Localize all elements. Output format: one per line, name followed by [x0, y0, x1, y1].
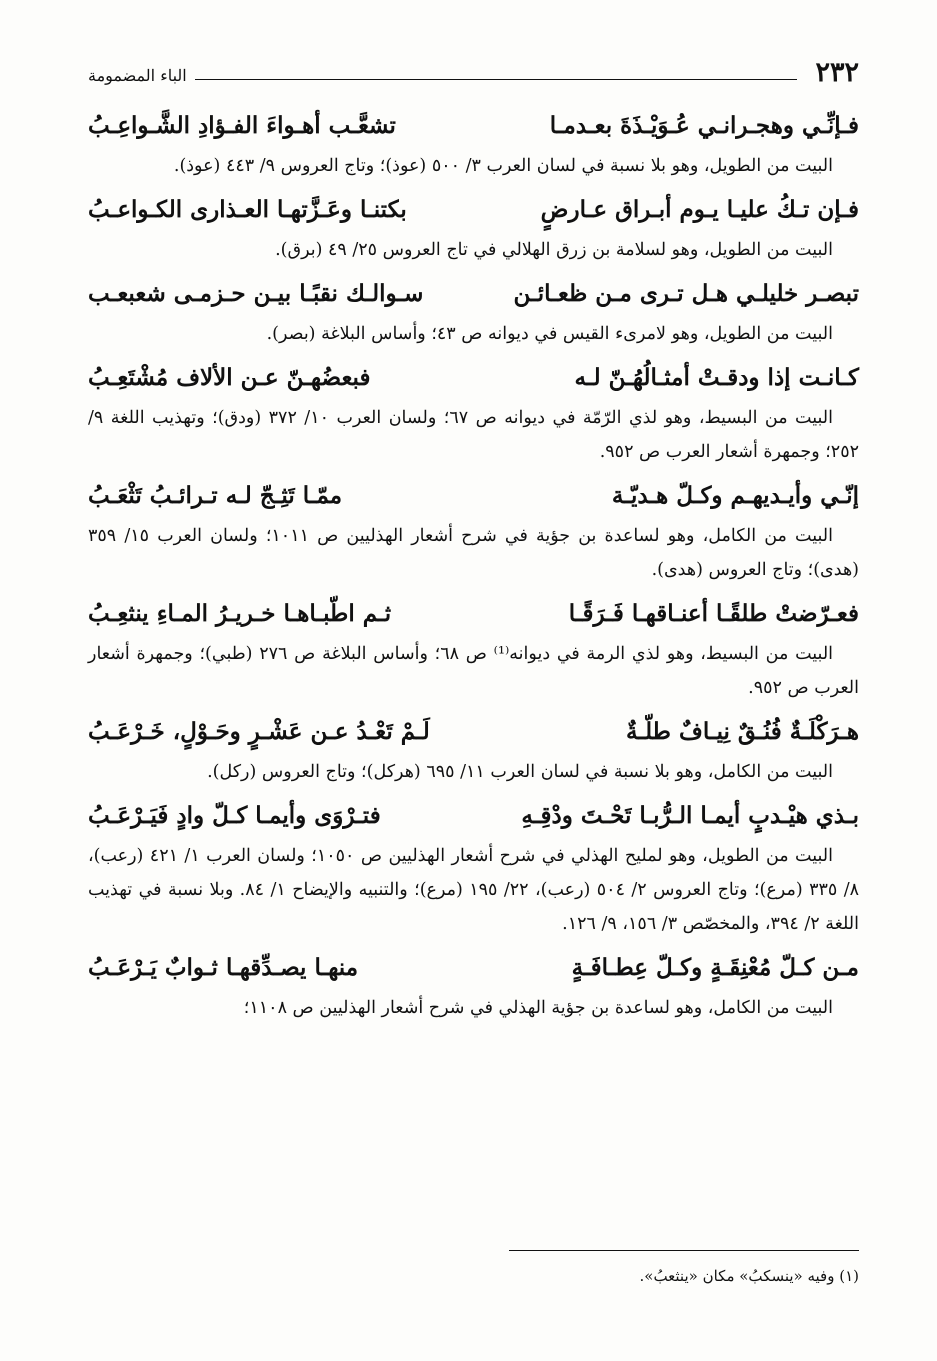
hemistich-left: فتـرْوَى وأيمـا كـلّ وادٍ فَيَـرْعَـبُ [88, 802, 381, 829]
verse-entry [88, 355, 859, 469]
hemistich-right: تبصـر خليلـي هـل تـرى مـن ظعـائـن [513, 280, 859, 307]
verse-entry [88, 709, 859, 789]
verse-entry [88, 945, 859, 1025]
hemistich-left: منهـا يصـدِّقهـا ثـوابٌ يَـرْعَـبُ [88, 954, 359, 981]
verse-line [88, 187, 859, 233]
hemistich-left: تشعَّـب أهـواءَ الفـؤادِ الشَّـواعِـبُ [88, 112, 396, 139]
hemistich-right: بـذي هيْـدبٍ أيمـا الـرُّبـا تَحْـتَ ودْقِـهِ [521, 802, 859, 829]
commentary: البيت من الطويل، وهو لسلامة بن زرق الهلالي في تاج العروس ٢٥/ ٤٩ (برق). [275, 240, 833, 260]
running-title: الباء المضمومة [88, 66, 187, 85]
verse-line [88, 355, 859, 401]
commentary: البيت من البسيط، وهو لذي الرّمّة في ديوانه ص ٦٧؛ ولسان العرب ١٠/ ٣٧٢ (ودق)؛ وتهذيب اللغة ٩/ ٢٥٢؛ وجمهرة أشعار العرب ص ٩٥٢. [88, 408, 859, 462]
verse-entry [88, 271, 859, 351]
commentary: البيت من الطويل، وهو بلا نسبة في لسان العرب ٣/ ٥٠٠ (عوذ)؛ وتاج العروس ٩/ ٤٤٣ (عوذ). [173, 156, 833, 176]
hemistich-right: فعـرّضتْ طلقًـا أعنـاقهـا فَـرَقًـا [568, 600, 859, 627]
footnote: (١) وفيه «ينسكبُ» مكان «ينثعبُ». [639, 1267, 859, 1285]
verse-entry [88, 103, 859, 183]
hemistich-right: مـن كـلّ مُعْنِقَـةٍ وكـلّ عِطـافَـةٍ [571, 954, 859, 981]
hemistich-left: سـوالـك نقبًـا بيـن حـزمـى شعبعـب [88, 280, 424, 307]
hemistich-right: هـرَكْلَـةٌ فُنُـقٌ نِيـافٌ طلّـةٌ [626, 718, 859, 745]
page-number: ٢٣٢ [815, 57, 859, 88]
hemistich-right: إنّـي وأيـديهـم وكـلّ هـديّـة [611, 482, 859, 509]
verse-line [88, 271, 859, 317]
verse-entry [88, 591, 859, 705]
verse-line [88, 591, 859, 637]
hemistich-left: فبعضُهـنّ عـن الألاف مُشْتَعِـبُ [88, 364, 371, 391]
entries-list [88, 103, 859, 1029]
hemistich-left: ممّـا تَثِـجّ لـه تـرائـبُ تَثْعَـبُ [88, 482, 343, 509]
header-rule [195, 79, 798, 80]
commentary: البيت من الطويل، وهو لامرىء القيس في ديوانه ص ٤٣؛ وأساس البلاغة (بصر). [266, 324, 833, 344]
hemistich-right: كـانـت إذا ودقـتْ أمثـالُهُـنّ لـه [574, 364, 859, 391]
hemistich-left: لَـمْ تَعْـدُ عـن عَشْـرٍ وحَـوْلٍ، خَـرْعَـبُ [88, 718, 430, 745]
page-header [88, 52, 859, 86]
hemistich-right: فـإن تـكُ عليـا يـوم أبـراق عـارضٍ [540, 196, 859, 223]
verse-entry [88, 187, 859, 267]
hemistich-right: فـإنِّـي وهجـرانـي عُـوَيْـذَةَ بعـدمـا [549, 112, 859, 139]
commentary: البيت من الطويل، وهو لمليح الهذلي في شرح أشعار الهذليين ص ١٠٥٠؛ ولسان العرب ١/ ٤٢١ (رعب)، ٨/ ٣٣٥ (مرع)؛ وتاج العروس ٢/ ٥٠٤ (رعب)، ٢٢/ ١٩٥ (مرع)؛ والتنبيه والإيضاح ١/ ٨٤. وبلا نسبة في تهذيب اللغة ٢/ ٣٩٤، والمخصّص ٣/ ١٥٦، ٩/ ١٢٦. [88, 846, 859, 934]
verse-line [88, 709, 859, 755]
commentary: البيت من الكامل، وهو بلا نسبة في لسان العرب ١١/ ٦٩٥ (هركل)؛ وتاج العروس (ركل). [207, 762, 833, 782]
verse-entry [88, 473, 859, 587]
verse-line [88, 793, 859, 839]
verse-line [88, 945, 859, 991]
verse-entry [88, 793, 859, 941]
commentary: البيت من البسيط، وهو لذي الرمة في ديوانه⁽¹⁾ ص ٦٨؛ وأساس البلاغة ص ٢٧٦ (طبي)؛ وجمهرة أشعار العرب ص ٩٥٢. [88, 644, 859, 698]
hemistich-left: ثـم اطّبـاهـا خـريـرُ المـاءِ ينثعِـبُ [88, 600, 392, 627]
hemistich-left: بكتنـا وعَـزَّتهـا العـذارى الكـواعـبُ [88, 196, 407, 223]
verse-line [88, 103, 859, 149]
footnote-rule [509, 1250, 859, 1251]
commentary: البيت من الكامل، وهو لساعدة بن جؤية في شرح أشعار الهذليين ص ١٠١١؛ ولسان العرب ١٥/ ٣٥٩ (هدى)؛ وتاج العروس (هدى). [88, 526, 859, 580]
commentary: البيت من الكامل، وهو لساعدة بن جؤية الهذلي في شرح أشعار الهذليين ص ١١٠٨؛ [243, 998, 833, 1018]
verse-line [88, 473, 859, 519]
